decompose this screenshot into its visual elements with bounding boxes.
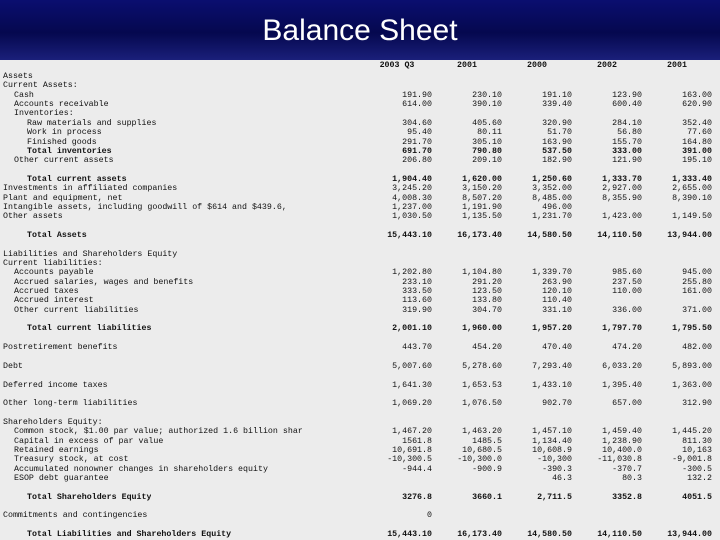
row-value: 1,904.40 (392, 174, 432, 184)
row-value: 1,333.40 (672, 174, 712, 184)
slide-title: Balance Sheet (262, 14, 458, 47)
row-value: -300.5 (682, 464, 712, 474)
row-value: -11,030.8 (597, 455, 642, 465)
row-value: 121.90 (612, 156, 642, 166)
row-value: 191.90 (402, 90, 432, 100)
row-label: Total Liabilities and Shareholders Equity (27, 530, 232, 540)
row-value: 4,008.30 (392, 193, 432, 203)
row-value: 1,030.50 (392, 212, 432, 222)
row-value: 1,237.00 (392, 202, 432, 212)
row-label: Finished goods (27, 137, 97, 147)
row-value: -10,300 (537, 455, 572, 465)
row-value: -9,001.8 (672, 455, 712, 465)
row-value: 1,620.00 (462, 174, 502, 184)
row-value: 155.70 (612, 137, 642, 147)
row-value: 182.90 (542, 156, 572, 166)
row-value: 123.90 (612, 90, 642, 100)
row-value: 132.2 (687, 474, 712, 484)
row-value: 7,293.40 (532, 361, 572, 371)
row-label: Assets (3, 72, 33, 81)
row-value: 1,339.70 (532, 268, 572, 278)
row-value: 230.10 (472, 90, 502, 100)
row-label: Investments in affiliated companies (3, 184, 178, 194)
row-value: 405.60 (472, 118, 502, 128)
row-label: Accounts payable (14, 268, 94, 278)
row-label: Treasury stock, at cost (14, 455, 129, 465)
row-value: 8,507.20 (462, 193, 502, 203)
row-value: 161.00 (682, 287, 712, 296)
table-row (0, 530, 720, 540)
row-value: 6,033.20 (602, 361, 642, 371)
row-label: ESOP debt guarantee (14, 474, 109, 484)
column-header: 2001 (667, 61, 687, 70)
row-value: 284.10 (612, 118, 642, 128)
row-value: 46.3 (552, 474, 572, 484)
row-value: 14,110.50 (597, 530, 642, 540)
row-value: 811.30 (682, 436, 712, 446)
row-value: 1,134.40 (532, 436, 572, 446)
row-value: 1561.8 (402, 436, 432, 446)
row-label: Debt (3, 361, 23, 371)
row-value: 5,278.60 (462, 361, 502, 371)
row-label: Commitments and contingencies (3, 511, 148, 521)
row-label: Shareholders Equity: (3, 417, 103, 427)
row-value: 237.50 (612, 277, 642, 287)
column-header-row (0, 61, 720, 71)
row-value: 1,069.20 (392, 399, 432, 409)
row-value: 2,927.00 (602, 184, 642, 194)
row-value: 110.40 (542, 296, 572, 306)
row-value: 312.90 (682, 399, 712, 409)
row-value: 902.70 (542, 399, 572, 409)
row-value: 333.50 (402, 287, 432, 296)
row-value: 454.20 (472, 343, 502, 353)
row-value: 482.00 (682, 343, 712, 353)
row-value: 1,104.80 (462, 268, 502, 278)
row-label: Other current assets (14, 156, 114, 166)
row-value: -900.9 (472, 464, 502, 474)
row-value: 3,150.20 (462, 184, 502, 194)
row-value: 1,433.10 (532, 380, 572, 390)
row-label: Total inventories (27, 146, 112, 156)
row-value: 255.80 (682, 277, 712, 287)
row-value: 304.60 (402, 118, 432, 128)
row-value: 333.00 (612, 146, 642, 156)
row-value: 8,485.00 (532, 193, 572, 203)
row-label: Total current assets (27, 174, 127, 184)
row-value: 120.10 (542, 287, 572, 296)
row-label: Accrued interest (14, 296, 94, 306)
row-value: 1,135.50 (462, 212, 502, 222)
row-value: 13,944.00 (667, 530, 712, 540)
row-value: 8,355.90 (602, 193, 642, 203)
row-value: 352.40 (682, 118, 712, 128)
row-value: 1,202.80 (392, 268, 432, 278)
row-value: 206.80 (402, 156, 432, 166)
row-value: 10,608.9 (532, 446, 572, 455)
row-value: 263.90 (542, 277, 572, 287)
row-value: 1,457.10 (532, 427, 572, 437)
row-value: 614.00 (402, 100, 432, 109)
row-value: 1,191.90 (462, 202, 502, 212)
row-label: Accumulated nonowner changes in shareholders equity (14, 464, 268, 474)
row-value: 1,333.70 (602, 174, 642, 184)
row-value: 191.10 (542, 90, 572, 100)
row-value: 1,238.90 (602, 436, 642, 446)
row-value: 1,797.70 (602, 324, 642, 334)
row-value: 2,655.00 (672, 184, 712, 194)
row-label: Current Assets: (3, 81, 78, 91)
row-value: 163.90 (542, 137, 572, 147)
row-value: 80.11 (477, 128, 502, 138)
row-value: 77.60 (687, 128, 712, 138)
row-value: 1,149.50 (672, 212, 712, 222)
row-label: Plant and equipment, net (3, 193, 123, 203)
row-label: Other current liabilities (14, 305, 139, 315)
row-value: 14,580.50 (527, 230, 572, 240)
row-value: -390.3 (542, 464, 572, 474)
row-label: Other assets (3, 212, 63, 222)
title-bar (0, 0, 720, 60)
row-value: 391.00 (682, 146, 712, 156)
row-value: 15,443.10 (387, 230, 432, 240)
row-value: 474.20 (612, 343, 642, 353)
row-value: 10,691.8 (392, 446, 432, 455)
row-value: 1,459.40 (602, 427, 642, 437)
column-header: 2003 Q3 (379, 61, 415, 70)
row-value: 8,390.10 (672, 193, 712, 203)
row-value: 113.60 (402, 296, 432, 306)
row-label: Current liabilities: (3, 259, 103, 268)
row-value: 95.40 (407, 128, 432, 138)
row-value: 320.90 (542, 118, 572, 128)
row-label: Liabilities and Shareholders Equity (3, 249, 178, 259)
row-value: 496.00 (542, 202, 572, 212)
row-value: 80.3 (622, 474, 642, 484)
row-value: 331.10 (542, 305, 572, 315)
row-value: 1,423.00 (602, 212, 642, 222)
row-value: 56.80 (617, 128, 642, 138)
row-value: 1,395.40 (602, 380, 642, 390)
row-label: Accrued taxes (14, 287, 79, 296)
row-value: 1,463.20 (462, 427, 502, 437)
row-label: Inventories: (14, 109, 74, 119)
row-value: 10,163 (682, 446, 712, 455)
row-label: Retained earnings (14, 446, 99, 455)
row-value: 233.10 (402, 277, 432, 287)
row-label: Accrued salaries, wages and benefits (14, 277, 194, 287)
row-value: 123.50 (472, 287, 502, 296)
row-value: 3660.1 (472, 492, 502, 502)
row-label: Postretirement benefits (3, 343, 118, 353)
row-label: Accounts receivable (14, 100, 109, 109)
row-value: 164.80 (682, 137, 712, 147)
row-value: 1,641.30 (392, 380, 432, 390)
row-value: 537.50 (542, 146, 572, 156)
row-value: -370.7 (612, 464, 642, 474)
row-value: 1,363.00 (672, 380, 712, 390)
row-value: 4051.5 (682, 492, 712, 502)
row-label: Common stock, $1.00 par value; authorized 1.6 billion shar (14, 427, 303, 437)
row-value: 51.70 (547, 128, 572, 138)
row-value: 305.10 (472, 137, 502, 147)
row-label: Total Assets (27, 230, 87, 240)
row-value: 443.70 (402, 343, 432, 353)
row-value: 1,250.60 (532, 174, 572, 184)
row-value: 14,110.50 (597, 230, 642, 240)
row-value: 5,007.60 (392, 361, 432, 371)
row-value: 339.40 (542, 100, 572, 109)
row-label: Total current liabilities (27, 324, 152, 334)
row-value: 1,231.70 (532, 212, 572, 222)
row-value: 291.70 (402, 137, 432, 147)
row-label: Intangible assets, including goodwill of $614 and $439.6, (3, 202, 287, 212)
row-label: Other long-term liabilities (3, 399, 138, 409)
row-value: 110.00 (612, 287, 642, 296)
row-value: 945.00 (682, 268, 712, 278)
row-value: 1,957.20 (532, 324, 572, 334)
row-value: 133.80 (472, 296, 502, 306)
row-value: 1,795.50 (672, 324, 712, 334)
row-value: 3352.8 (612, 492, 642, 502)
row-value: 15,443.10 (387, 530, 432, 540)
row-value: 2,001.10 (392, 324, 432, 334)
row-value: 620.90 (682, 100, 712, 109)
row-label: Raw materials and supplies (27, 118, 157, 128)
row-value: 304.70 (472, 305, 502, 315)
balance-sheet-table (0, 60, 720, 540)
row-value: 336.00 (612, 305, 642, 315)
row-value: 195.10 (682, 156, 712, 166)
row-label: Deferred income taxes (3, 380, 108, 390)
row-value: 3,245.20 (392, 184, 432, 194)
row-value: 5,893.00 (672, 361, 712, 371)
row-value: 13,944.00 (667, 230, 712, 240)
row-value: 600.40 (612, 100, 642, 109)
row-label: Capital in excess of par value (14, 436, 164, 446)
row-value: -10,300.0 (457, 455, 502, 465)
row-value: 985.60 (612, 268, 642, 278)
row-value: 1,076.50 (462, 399, 502, 409)
column-header: 2001 (457, 61, 477, 70)
row-value: 3,352.00 (532, 184, 572, 194)
row-label: Work in process (27, 128, 102, 138)
row-value: 1,653.53 (462, 380, 502, 390)
row-value: 1485.5 (472, 436, 502, 446)
row-value: 790.80 (472, 146, 502, 156)
row-value: 1,445.20 (672, 427, 712, 437)
row-value: 691.70 (402, 146, 432, 156)
row-value: 319.90 (402, 305, 432, 315)
row-value: 209.10 (472, 156, 502, 166)
row-value: 16,173.40 (457, 230, 502, 240)
column-header: 2000 (527, 61, 547, 70)
row-value: 10,400.0 (602, 446, 642, 455)
row-label: Cash (14, 90, 34, 100)
row-value: 291.20 (472, 277, 502, 287)
row-value: 3276.8 (402, 492, 432, 502)
row-value: 16,173.40 (457, 530, 502, 540)
row-value: 10,680.5 (462, 446, 502, 455)
row-value: -944.4 (402, 464, 432, 474)
row-value: 163.00 (682, 90, 712, 100)
row-value: 371.00 (682, 305, 712, 315)
row-value: 14,580.50 (527, 530, 572, 540)
row-value: 1,467.20 (392, 427, 432, 437)
row-value: 0 (427, 511, 432, 521)
row-value: 657.00 (612, 399, 642, 409)
row-value: -10,300.5 (387, 455, 432, 465)
row-value: 390.10 (472, 100, 502, 109)
row-value: 1,960.00 (462, 324, 502, 334)
row-value: 470.40 (542, 343, 572, 353)
column-header: 2002 (597, 61, 617, 70)
row-value: 2,711.5 (537, 492, 572, 502)
row-label: Total Shareholders Equity (27, 492, 152, 502)
